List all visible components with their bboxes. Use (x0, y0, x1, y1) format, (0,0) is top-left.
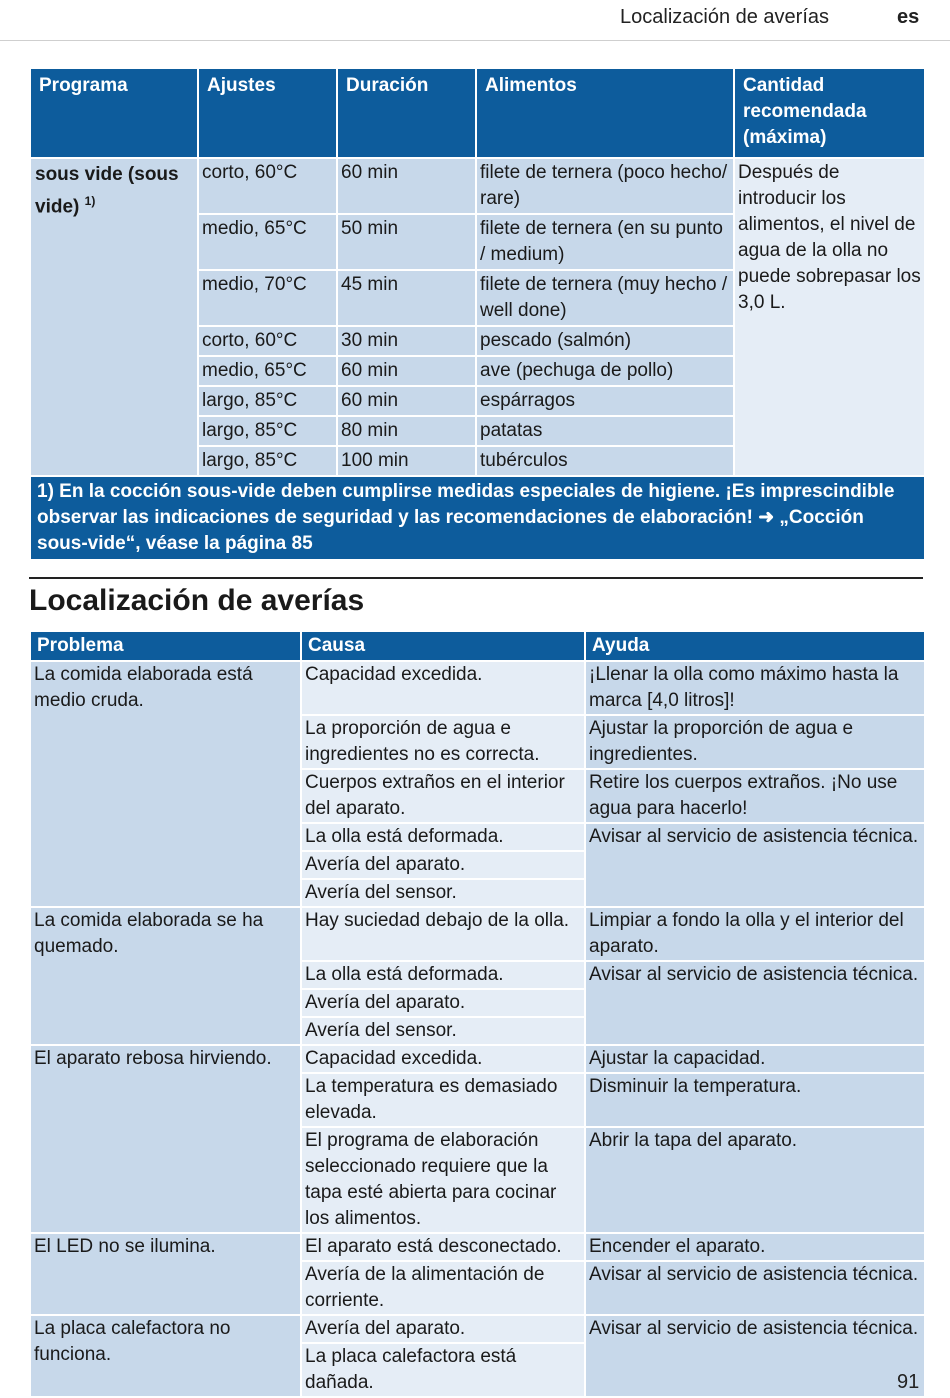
help-cell: Abrir la tapa del aparato. (585, 1127, 925, 1233)
quantity-note-cell: Después de introducir los alimentos, el nivel de agua de la olla no puede sobrepasar los 3,0 L. (734, 158, 925, 476)
alimento-cell: filete de ternera (muy hecho / well done) (476, 270, 734, 326)
running-header-title: Localización de averías (620, 6, 830, 28)
footnote-text: 1) En la cocción sous-vide deben cumplirse medidas especiales de higiene. ¡Es imprescindible observar las indicaciones de seguridad y las recomendaciones de elaboración! ➜ „Cocción sous-vide“, véase la página 85 (30, 476, 925, 560)
section-divider (29, 577, 923, 579)
alimento-cell: patatas (476, 416, 734, 446)
help-cell: Limpiar a fondo la olla y el interior del aparato. (585, 907, 925, 961)
alimento-cell: filete de ternera (en su punto / medium) (476, 214, 734, 270)
cause-cell: Avería del sensor. (301, 1017, 585, 1045)
duracion-cell: 60 min (337, 356, 476, 386)
ajuste-cell: medio, 65°C (198, 214, 337, 270)
ajuste-cell: largo, 85°C (198, 416, 337, 446)
problem-cell: La comida elaborada se ha quemado. (30, 907, 301, 1045)
language-code: es (897, 6, 920, 28)
ajuste-cell: largo, 85°C (198, 446, 337, 476)
program-name-cell (30, 158, 198, 476)
help-cell: Ajustar la capacidad. (585, 1045, 925, 1073)
table-row (30, 1315, 925, 1343)
cause-cell: Capacidad excedida. (301, 1045, 585, 1073)
ajuste-cell: corto, 60°C (198, 326, 337, 356)
header-divider (0, 40, 950, 41)
footnote-row (30, 476, 925, 560)
duracion-cell: 50 min (337, 214, 476, 270)
sous-vide-program-table (29, 67, 926, 561)
help-cell: Avisar al servicio de asistencia técnica. (585, 1261, 925, 1315)
table-header-row (30, 68, 925, 158)
help-cell: Ajustar la proporción de agua e ingredientes. (585, 715, 925, 769)
cause-cell: Hay suciedad debajo de la olla. (301, 907, 585, 961)
cause-cell: El aparato está desconectado. (301, 1233, 585, 1261)
cause-cell: Avería de la alimentación de corriente. (301, 1261, 585, 1315)
section-title: Localización de averías (29, 584, 365, 617)
program-name: sous vide (sous vide) (35, 164, 179, 218)
alimento-cell: espárragos (476, 386, 734, 416)
help-cell: Avisar al servicio de asistencia técnica. (585, 961, 925, 1045)
cause-cell: El programa de elaboración seleccionado requiere que la tapa esté abierta para cocinar los alimentos. (301, 1127, 585, 1233)
troubleshooting-table (29, 630, 926, 1398)
table-row (30, 661, 925, 715)
alimento-cell: tubérculos (476, 446, 734, 476)
column-header-duracion: Duración (337, 68, 476, 158)
table-row (30, 1045, 925, 1073)
problem-cell: El LED no se ilumina. (30, 1233, 301, 1315)
table-header-row (30, 631, 925, 661)
column-header-cantidad: Cantidad recomendada (máxima) (734, 68, 925, 158)
duracion-cell: 100 min (337, 446, 476, 476)
column-header-causa: Causa (301, 631, 585, 661)
cause-cell: Avería del sensor. (301, 879, 585, 907)
help-cell: Avisar al servicio de asistencia técnica. (585, 1315, 925, 1397)
column-header-alimentos: Alimentos (476, 68, 734, 158)
help-cell: ¡Llenar la olla como máximo hasta la marca [4,0 litros]! (585, 661, 925, 715)
alimento-cell: ave (pechuga de pollo) (476, 356, 734, 386)
alimento-cell: filete de ternera (poco hecho/ rare) (476, 158, 734, 214)
footnote-marker: 1) (84, 194, 96, 208)
cause-cell: La proporción de agua e ingredientes no es correcta. (301, 715, 585, 769)
cause-cell: Avería del aparato. (301, 851, 585, 879)
help-cell: Avisar al servicio de asistencia técnica. (585, 823, 925, 907)
cause-cell: La olla está deformada. (301, 823, 585, 851)
cause-cell: Avería del aparato. (301, 989, 585, 1017)
cause-cell: Cuerpos extraños en el interior del aparato. (301, 769, 585, 823)
duracion-cell: 60 min (337, 158, 476, 214)
ajuste-cell: medio, 65°C (198, 356, 337, 386)
cause-cell: La olla está deformada. (301, 961, 585, 989)
page-number: 91 (897, 1371, 920, 1393)
duracion-cell: 80 min (337, 416, 476, 446)
duracion-cell: 30 min (337, 326, 476, 356)
column-header-ayuda: Ayuda (585, 631, 925, 661)
help-cell: Retire los cuerpos extraños. ¡No use agua para hacerlo! (585, 769, 925, 823)
help-cell: Disminuir la temperatura. (585, 1073, 925, 1127)
column-header-problema: Problema (30, 631, 301, 661)
table-row (30, 1233, 925, 1261)
table-row (30, 158, 925, 214)
ajuste-cell: corto, 60°C (198, 158, 337, 214)
cause-cell: Capacidad excedida. (301, 661, 585, 715)
table-row (30, 907, 925, 961)
duracion-cell: 60 min (337, 386, 476, 416)
cause-cell: La temperatura es demasiado elevada. (301, 1073, 585, 1127)
alimento-cell: pescado (salmón) (476, 326, 734, 356)
cause-cell: Avería del aparato. (301, 1315, 585, 1343)
ajuste-cell: medio, 70°C (198, 270, 337, 326)
help-cell: Encender el aparato. (585, 1233, 925, 1261)
cause-cell: La placa calefactora está dañada. (301, 1343, 585, 1397)
ajuste-cell: largo, 85°C (198, 386, 337, 416)
column-header-programa: Programa (30, 68, 198, 158)
duracion-cell: 45 min (337, 270, 476, 326)
problem-cell: La comida elaborada está medio cruda. (30, 661, 301, 907)
problem-cell: La placa calefactora no funciona. (30, 1315, 301, 1397)
problem-cell: El aparato rebosa hirviendo. (30, 1045, 301, 1233)
column-header-ajustes: Ajustes (198, 68, 337, 158)
